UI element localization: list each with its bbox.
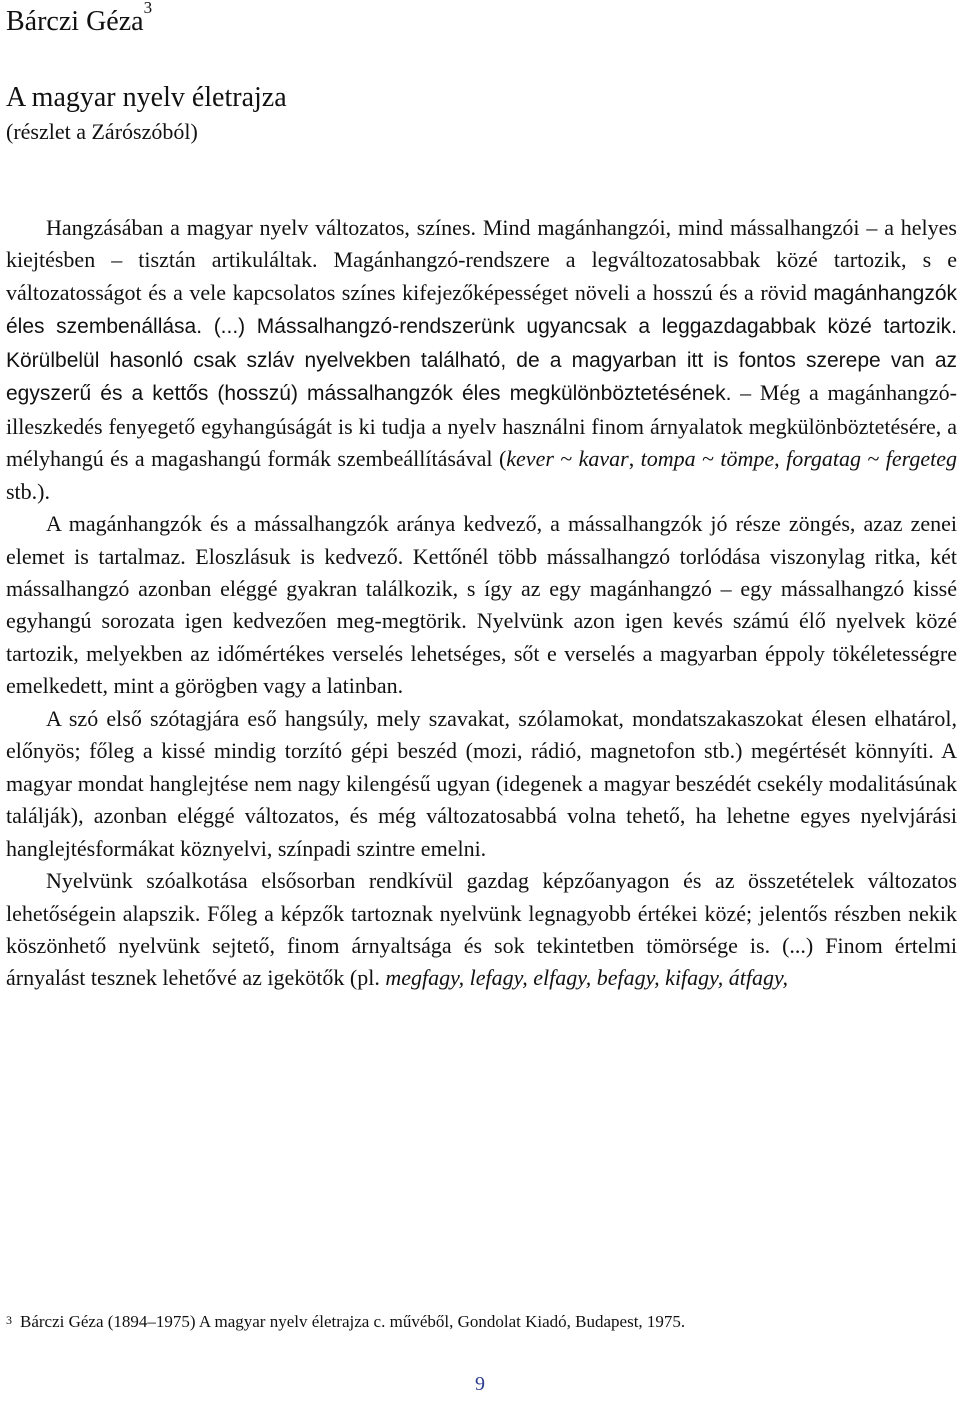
text-run: ~: [695, 446, 721, 472]
author-name: Bárczi Géza: [6, 6, 144, 37]
text-run: magánhangzók éles szembenállása. (...) Mássalhangzó-rendszerünk ugyancsak a leggazdagabbak közé tartozik. Körülbelül hasonló csak szláv nyelvekben található, de a magyarban itt is fontos szerepe van az egyszerű és a kettős (hosszú) mássalhangzók éles megkülönböztetésének.: [6, 281, 957, 406]
body-paragraph: [6, 703, 957, 865]
text-run: Hangzásában a magyar nyelv változatos, színes. Mind magánhangzói, mind mássalhangzói – a helyes kiejtésben – tisztán artikuláltak. Magánhangzó-rendszere a legváltozatosabbak közé tartozik, s e változatosságot és a vele kapcsolatos színes kifejezőképességet növeli a hosszú és a rövid: [6, 215, 957, 305]
footnote: [6, 1310, 957, 1334]
text-run: ,: [774, 446, 787, 472]
text-run: ,: [628, 446, 641, 472]
footnote-text: Bárczi Géza (1894–1975) A magyar nyelv életrajza c. művéből, Gondolat Kiadó, Budapest, 1975.: [20, 1312, 686, 1331]
body-text: [6, 212, 957, 995]
text-run: fergeteg: [885, 446, 958, 472]
document-subtitle: (részlet a Zárószóból): [6, 119, 198, 144]
body-paragraph: [6, 508, 957, 703]
author-heading: [6, 2, 152, 42]
text-run: ~: [553, 446, 579, 472]
text-run: tömpe: [720, 446, 775, 472]
page-number: 9: [475, 1373, 485, 1395]
text-run: kever: [506, 446, 554, 472]
body-paragraph: [6, 212, 957, 508]
body-paragraph: [6, 865, 957, 995]
text-run: ~: [861, 446, 886, 472]
footnote-ref-marker: 3: [143, 0, 153, 17]
footnote-marker: 3: [6, 1313, 12, 1327]
text-run: stb.).: [6, 478, 50, 504]
text-run: A magánhangzók és a mássalhangzók aránya kedvező, a mássalhangzók jó része zöngés, azaz zenei elemet is tartalmaz. Eloszlásuk is kedvező. Kettőnél több mássalhangzó torlódása viszonylag ritka, két mássalhangzó azonban eléggé gyakran találkozik, s így az egy magánhangzó – egy mássalhangzó kissé egyhangú sorozata igen kedvezően meg-megtörik. Nyelvünk azon igen kevés számú élő nyelvek közé tartozik, melyekben az időmértékes verselés lehetséges, sőt e verselés a magyarban éppoly tökéletességre emelkedett, mint a görögben vagy a latinban.: [6, 511, 957, 699]
text-run: tompa: [640, 446, 696, 472]
text-run: kavar: [578, 446, 629, 472]
text-run: – Még a magánhangzó-illeszkedés fenyegető egyhangúságát is ki tudja a nyelv használni finom árnyalatok megkülönböztetésére, a mélyhangú és a magashangú formák szembeállításával (: [6, 380, 957, 472]
text-run: A szó első szótagjára eső hangsúly, mely szavakat, szólamokat, mondatszakaszokat élesen elhatárol, előnyös; főleg a kissé mindig torzító gépi beszéd (mozi, rádió, magnetofon stb.) megértését könnyíti. A magyar mondat hanglejtése nem nagy kilengésű ugyan (idegenek a magyar beszédét csekély modalitásúnak találják), azonban eléggé változatos, és még változatosabbá volna tehető, ha lehetne egyes nyelvjárási hanglejtésformákat köznyelvi, színpadi szintre emelni.: [6, 705, 957, 861]
text-run: forgatag: [786, 446, 862, 472]
text-run: Nyelvünk szóalkotása elsősorban rendkívül gazdag képzőanyagon és az összetételek változatos lehetőségein alapszik. Főleg a képzők tartoznak nyelvünk legnagyobb értékei közé; jelentős részben nekik köszönhető nyelvünk sejtető, finom árnyaltsága és sok tekintetben tömörsége is. (...) Finom értelmi árnyalást tesznek lehetővé az igekötők (pl.: [6, 868, 957, 991]
text-run: megfagy, lefagy, elfagy, befagy, kifagy, átfagy,: [385, 965, 788, 991]
document-title: A magyar nyelv életrajza: [6, 82, 287, 113]
